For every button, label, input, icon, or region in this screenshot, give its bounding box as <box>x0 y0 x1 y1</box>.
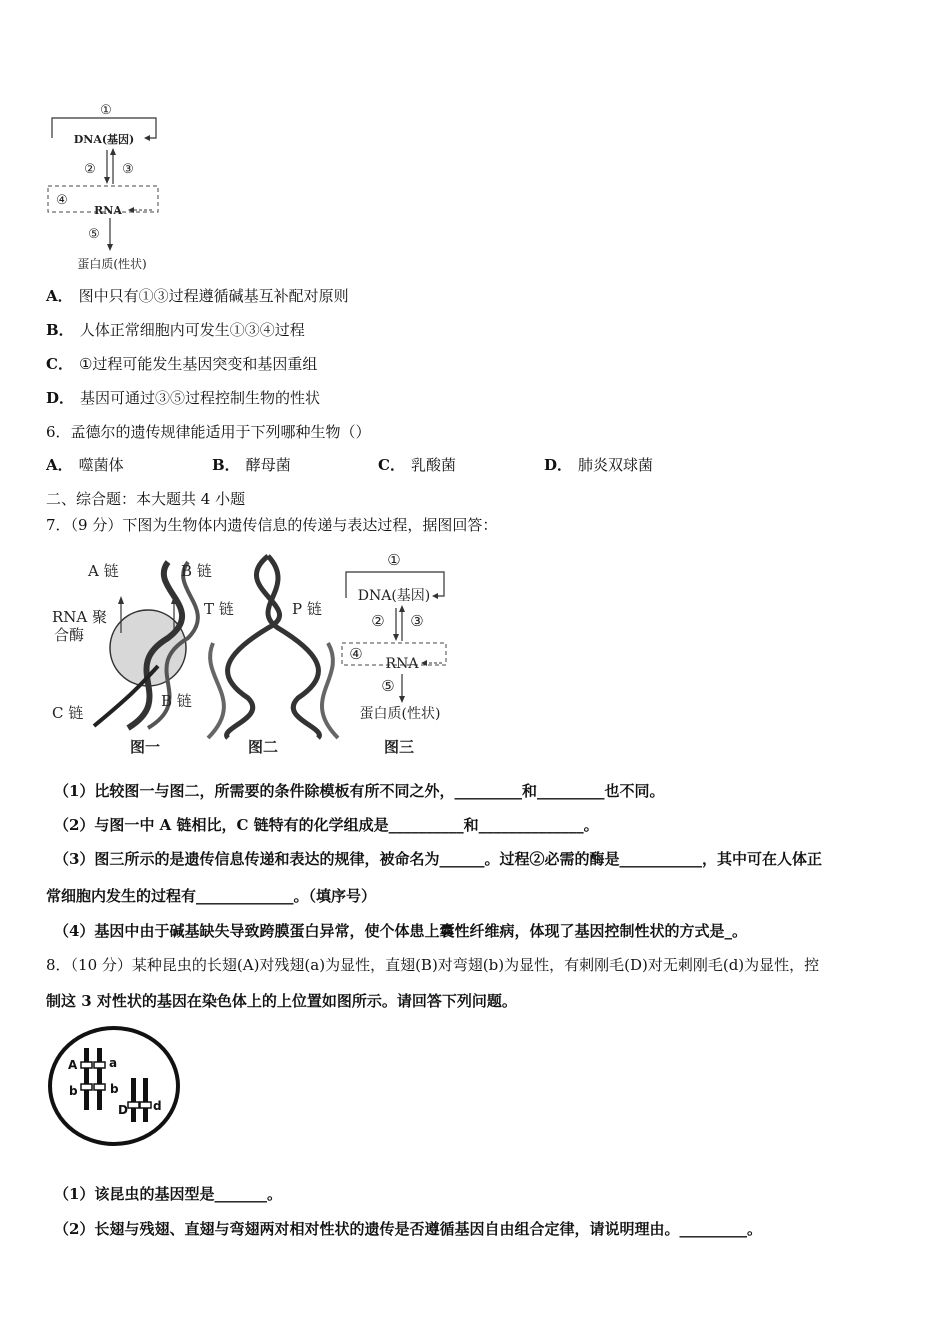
fig3-caption: 图三 <box>384 738 415 756</box>
q6-option-a: A． 噬菌体 <box>46 456 124 474</box>
q7-sub1: （1）比较图一与图二，所需要的条件除模板有所不同之外，_________和_________也不同。 <box>54 782 665 800</box>
fig3-step1: ① <box>387 551 401 569</box>
q5-option-a: A． 图中只有①③过程遵循碱基互补配对原则 <box>46 287 349 305</box>
fig1-caption: 图一 <box>130 738 161 756</box>
flow-small-step2: ② <box>84 162 96 177</box>
fig2-p-chain-label: P 链 <box>292 600 322 618</box>
q6-option-c: C． 乳酸菌 <box>378 456 456 474</box>
flow-small-protein: 蛋白质(性状) <box>77 257 147 271</box>
q7-figure-panel <box>48 548 468 760</box>
figure-2 <box>204 556 338 756</box>
q6-option-d: D． 肺炎双球菌 <box>544 456 654 474</box>
figure-1 <box>52 562 212 756</box>
flow-small-dna: DNA(基因) <box>73 133 135 146</box>
q8-stem-line2: 制这 3 对性状的基因在染色体上的上位置如图所示。请回答下列问题。 <box>46 992 517 1010</box>
gene-label-d: d <box>153 1099 162 1113</box>
fig3-step4: ④ <box>349 645 363 663</box>
flow-small-step3: ③ <box>122 162 134 177</box>
gene-label-a: a <box>109 1056 118 1070</box>
q5-option-c: C． ①过程可能发生基因突变和基因重组 <box>46 355 318 373</box>
q8-sub2: （2）长翅与残翅、直翅与弯翅两对相对性状的遗传是否遵循基因自由组合定律，请说明理由。_________。 <box>54 1220 762 1238</box>
section-heading: 二、综合题：本大题共 4 小题 <box>46 490 246 508</box>
fig3-step3: ③ <box>410 612 424 630</box>
flow-diagram-small <box>44 98 174 276</box>
flow-small-step5: ⑤ <box>88 227 100 242</box>
fig1-a-chain-label: A 链 <box>88 562 119 580</box>
q8-stem-line1: 8．（10 分）某种昆虫的长翅(A)对残翅(a)为显性，直翅(B)对弯翅(b)为显性，有刺刚毛(D)对无刺刚毛(d)为显性，控 <box>46 956 820 974</box>
fig3-step2: ② <box>371 612 385 630</box>
fig3-step5: ⑤ <box>381 677 395 695</box>
q5-option-b: B． 人体正常细胞内可发生①③④过程 <box>46 321 305 339</box>
q8-sub1: （1）该昆虫的基因型是_______。 <box>54 1185 282 1203</box>
q6-options <box>46 455 710 475</box>
q7-stem: 7．（9 分）下图为生物体内遗传信息的传递与表达过程，据图回答： <box>46 516 498 534</box>
fig3-rna: RNA <box>385 656 419 672</box>
q7-sub3-line2: 常细胞内发生的过程有_____________。（填序号） <box>46 887 377 905</box>
gene-label-D: D <box>118 1103 128 1117</box>
figure-3 <box>342 551 446 756</box>
fig1-c-chain-label: C 链 <box>52 704 84 722</box>
fig3-dna: DNA(基因) <box>357 588 431 604</box>
q6-option-b: B． 酵母菌 <box>212 456 291 474</box>
q6-stem: 6．孟德尔的遗传规律能适用于下列哪种生物（） <box>46 423 371 441</box>
q7-sub4: （4）基因中由于碱基缺失导致跨膜蛋白异常，使个体患上囊性纤维病，体现了基因控制性状的方式是_。 <box>54 922 747 940</box>
q7-sub2: （2）与图一中 A 链相比，C 链特有的化学组成是__________和______________。 <box>54 816 599 834</box>
fig3-protein: 蛋白质(性状) <box>359 706 441 722</box>
flow-small-step4: ④ <box>56 193 68 208</box>
fig1-rna-polymerase-label-1: RNA 聚 <box>52 608 108 626</box>
fig2-caption: 图二 <box>248 738 279 756</box>
gene-label-b-left: b <box>69 1084 78 1098</box>
gene-label-b-right: b <box>110 1082 119 1096</box>
fig1-b-chain-top-label: B 链 <box>181 562 212 580</box>
fig1-rna-polymerase-label-2: 合酶 <box>54 626 85 644</box>
q7-sub3-line1: （3）图三所示的是遗传信息传递和表达的规律，被命名为______。过程②必需的酶是___________，其中可在人体正 <box>54 850 822 868</box>
fig2-t-chain-label: T 链 <box>204 600 234 618</box>
flow-small-step1: ① <box>100 103 112 118</box>
chromosome-figure <box>46 1022 186 1150</box>
flow-small-rna: RNA <box>94 204 122 217</box>
gene-label-A: A <box>68 1058 78 1072</box>
q5-option-d: D． 基因可通过③⑤过程控制生物的性状 <box>46 389 321 407</box>
fig1-b-chain-bottom-label: B 链 <box>161 692 192 710</box>
